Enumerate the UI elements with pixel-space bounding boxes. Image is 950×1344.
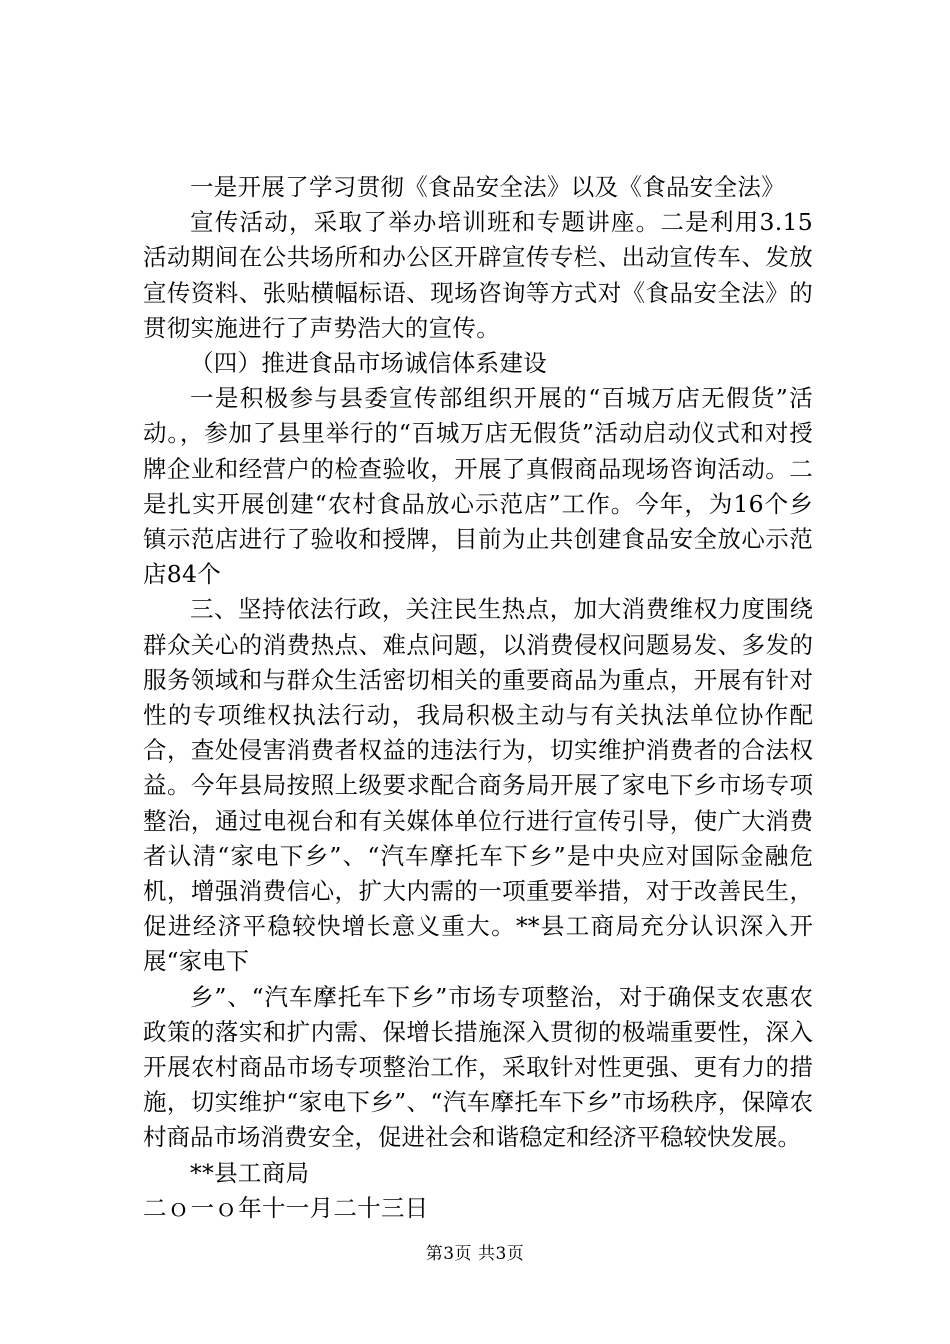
document-body <box>143 170 813 1226</box>
signature-org: **县工商局 <box>190 1158 310 1187</box>
section-heading-integrity: （四）推进食品市场诚信体系建设 <box>190 349 547 378</box>
paragraph-intro-line: 一是开展了学习贯彻《食品安全法》以及《食品安全法》 <box>190 173 785 201</box>
paragraph-rural-market: 乡”、“汽车摩托车下乡”市场专项整治，对于确保支农惠农政策的落实和扩内需、保增长措施深入贯彻的极端重要性，深入开展农村商品市场专项整治工作，采取针对性更强、更有力的措施，切实维护“家电下乡”、“汽车摩托车下乡”市场秩序，保障农村商品市场消费安全，促进社会和谐稳定和经济平稳较快发展。 <box>143 982 813 1152</box>
paragraph-consumer-rights: 三、坚持依法行政，关注民生热点，加大消费维权力度围绕群众关心的消费热点、难点问题，以消费侵权问题易发、多发的服务领域和与群众生活密切相关的重要商品为重点，开展有针对性的专项维权执法行动，我局积极主动与有关执法单位协作配合，查处侵害消费者权益的违法行为，切实维护消费者的合法权益。今年县局按照上级要求配合商务局开展了家电下乡市场专项整治，通过电视台和有关媒体单位行进行宣传引导，使广大消费者认清“家电下乡”、“汽车摩托车下乡”是中央应对国际金融危机，增强消费信心，扩大内需的一项重要举措，对于改善民生，促进经济平稳较快增长意义重大。**县工商局充分认识深入开展“家电下 <box>143 595 813 976</box>
paragraph-publicity: 宣传活动，采取了举办培训班和专题讲座。二是利用3.15活动期间在公共场所和办公区开辟宣传专栏、出动宣传车、发放宣传资料、张贴横幅标语、现场咨询等方式对《食品安全法》的贯彻实施进行了声势浩大的宣传。 <box>143 208 813 342</box>
paragraph-integrity: 一是积极参与县委宣传部组织开展的“百城万店无假货”活动。，参加了县里举行的“百城万店无假货”活动启动仪式和对授牌企业和经营户的检查验收，开展了真假商品现场咨询活动。二是扎实开展创建“农村食品放心示范店”工作。今年，为16个乡镇示范店进行了验收和授牌，目前为止共创建食品安全放心示范店84个 <box>143 384 813 589</box>
signature-date: 二ｏ一ｏ年十一月二十三日 <box>143 1193 429 1222</box>
page-number-footer: 第3页 共3页 <box>425 1244 525 1264</box>
